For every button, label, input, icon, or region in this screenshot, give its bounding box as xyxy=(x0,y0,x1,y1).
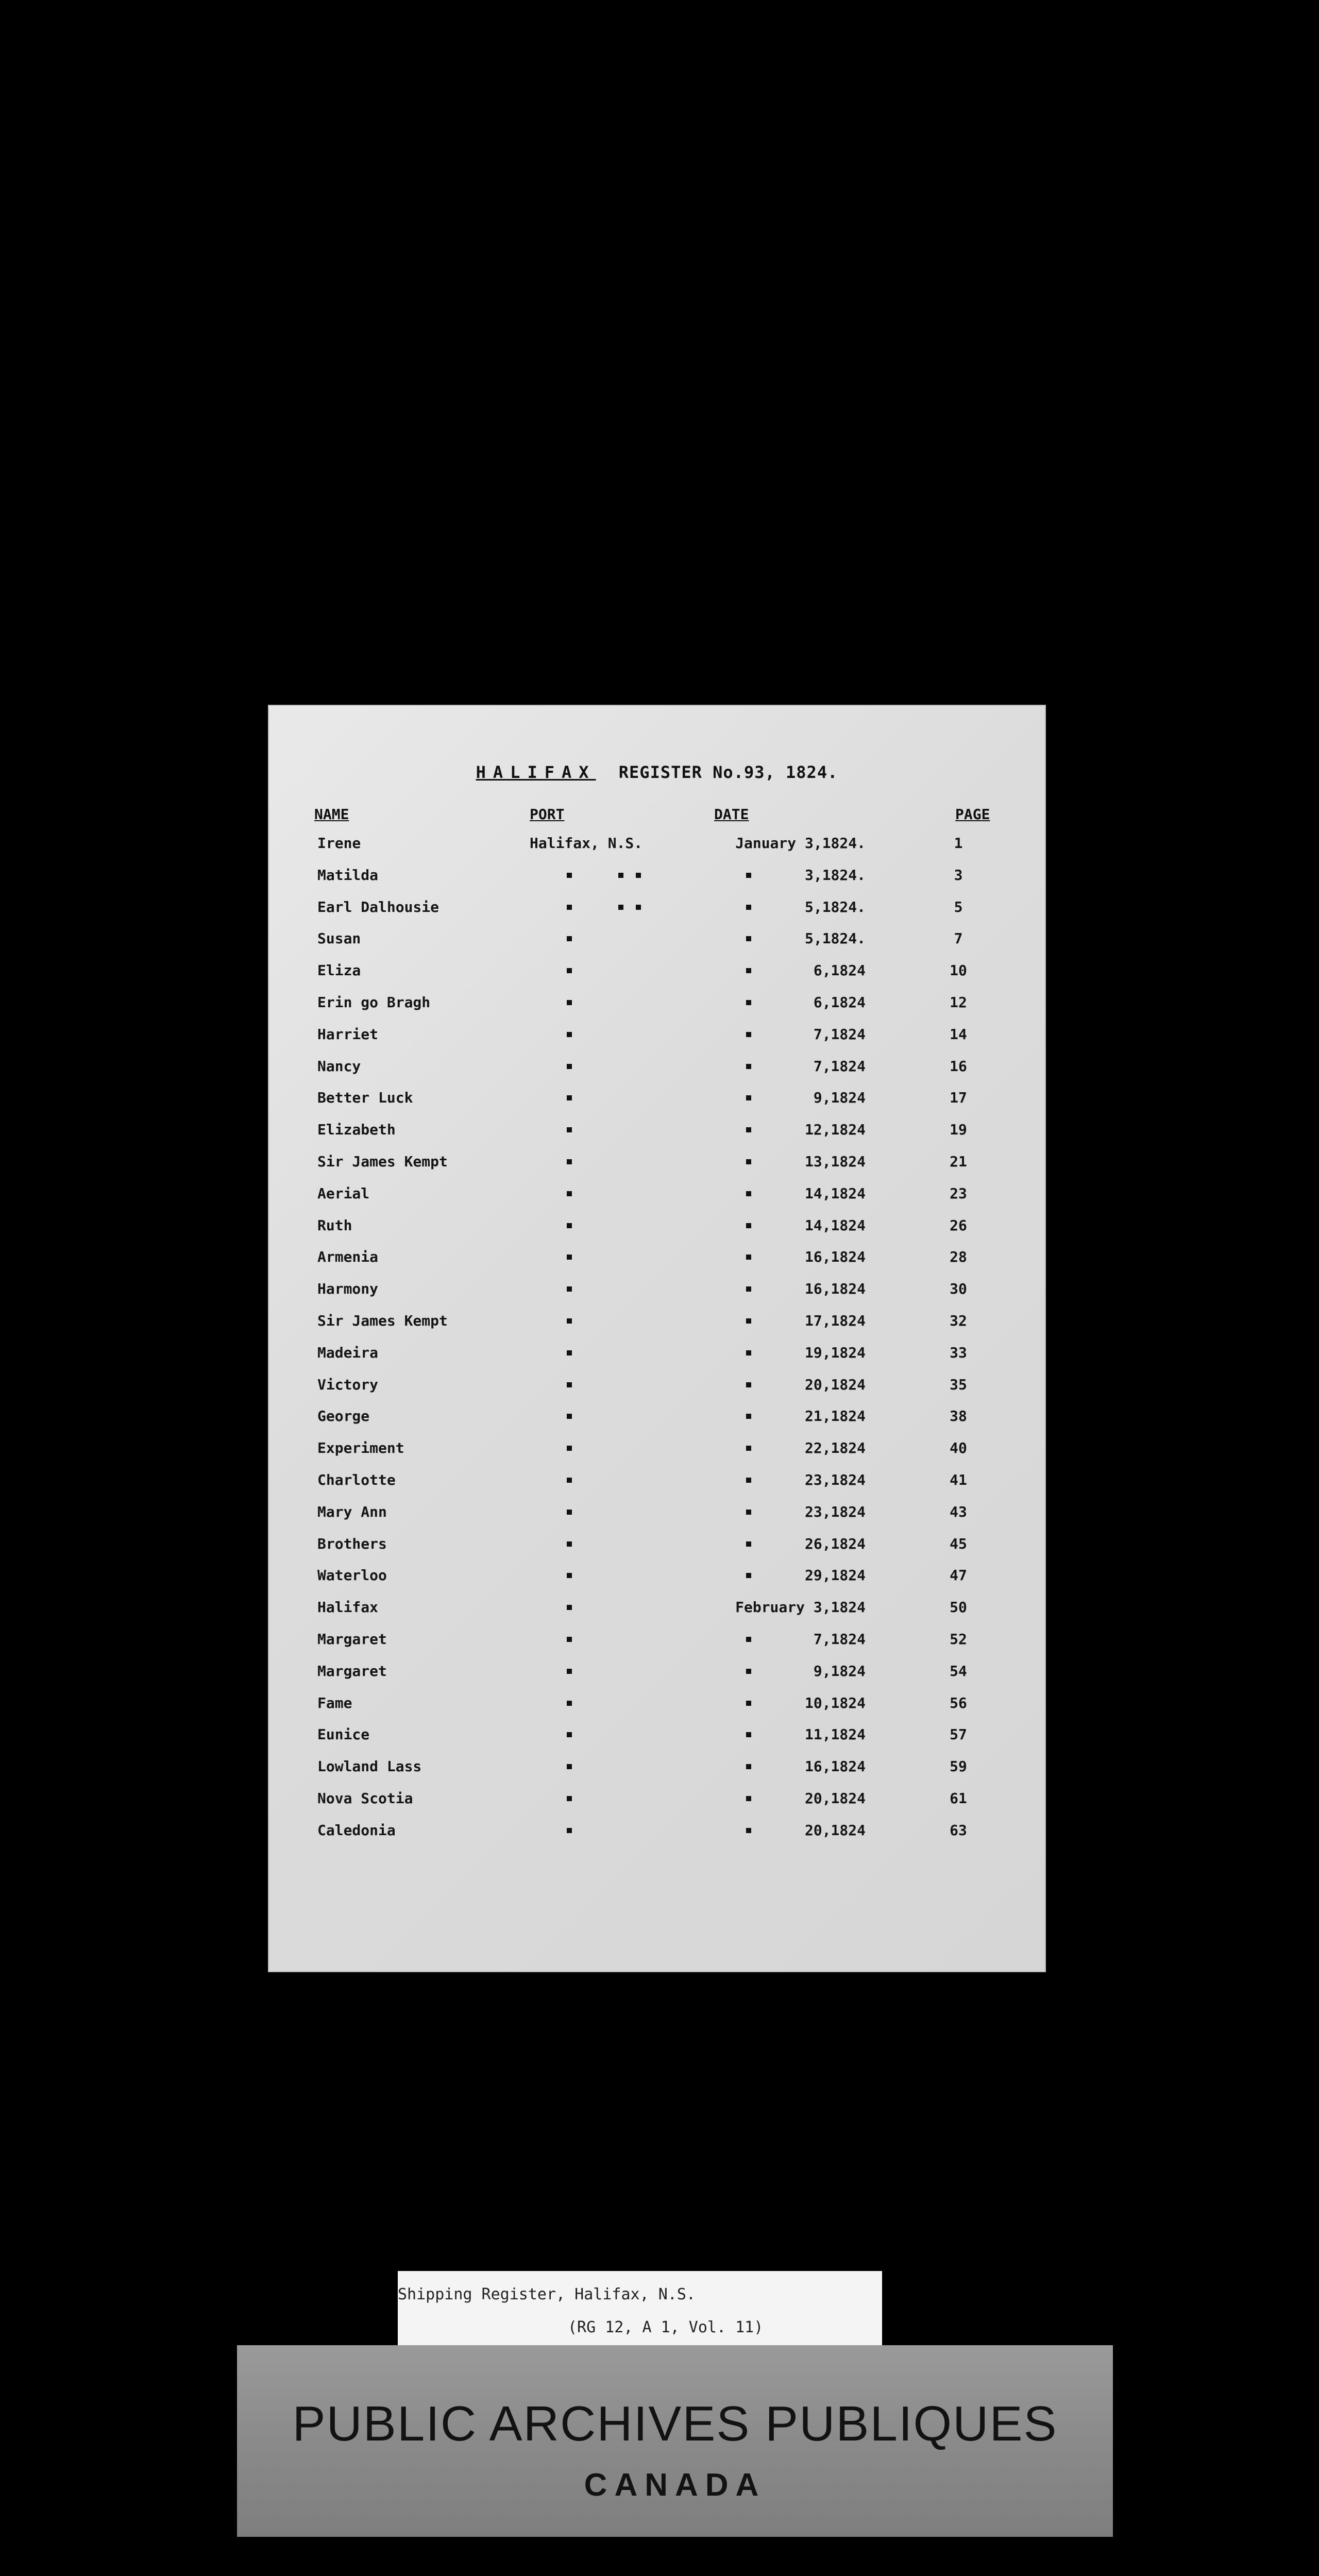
page-number: 14 xyxy=(950,1025,967,1043)
register-row xyxy=(268,835,1046,867)
register-row xyxy=(268,1631,1046,1663)
ditto-mark xyxy=(618,873,623,878)
page-number: 30 xyxy=(950,1280,967,1298)
register-row xyxy=(268,962,1046,994)
ditto-mark xyxy=(567,1573,572,1578)
ditto-mark xyxy=(567,1732,572,1737)
registration-date: 10,1824 xyxy=(804,1694,866,1711)
ditto-mark xyxy=(567,1510,572,1515)
registration-date: 14,1824 xyxy=(804,1184,866,1202)
register-row xyxy=(268,930,1046,962)
page-number: 21 xyxy=(950,1153,967,1170)
ship-name: Sir James Kempt xyxy=(317,1153,448,1170)
page-number: 5 xyxy=(954,898,963,916)
ship-name: Irene xyxy=(317,835,361,852)
ditto-mark xyxy=(567,1127,572,1132)
ditto-mark xyxy=(567,1032,572,1037)
registration-date: 23,1824 xyxy=(804,1471,866,1488)
ship-name: Margaret xyxy=(317,1662,387,1680)
register-row xyxy=(268,1058,1046,1090)
register-row xyxy=(268,1408,1046,1439)
registration-date: 7,1824 xyxy=(813,1025,866,1043)
archive-plaque-title: PUBLIC ARCHIVES PUBLIQUES xyxy=(292,2396,1058,2451)
catalog-label-title: Shipping Register, Halifax, N.S. xyxy=(398,2285,696,2303)
ship-name: Eunice xyxy=(317,1726,370,1743)
register-row xyxy=(268,1694,1046,1726)
registration-date: 26,1824 xyxy=(804,1535,866,1552)
registration-date: 20,1824 xyxy=(804,1789,866,1807)
page-number: 1 xyxy=(954,835,963,852)
ditto-mark xyxy=(636,873,641,878)
page-number: 47 xyxy=(950,1567,967,1584)
register-row xyxy=(268,1663,1046,1694)
column-header-name: NAME xyxy=(314,806,349,823)
ship-name: Elizabeth xyxy=(317,1121,396,1139)
ditto-mark xyxy=(618,905,623,910)
ditto-mark xyxy=(636,905,641,910)
ditto-mark xyxy=(567,1701,572,1706)
ditto-marks xyxy=(618,899,701,912)
ship-name: Lowland Lass xyxy=(317,1758,422,1775)
registration-date: 7,1824 xyxy=(813,1057,866,1075)
ditto-mark xyxy=(567,968,572,973)
register-entries xyxy=(268,835,1046,1854)
register-row xyxy=(268,1567,1046,1599)
register-row xyxy=(268,1312,1046,1344)
registration-date: 5,1824. xyxy=(804,898,866,916)
ditto-mark xyxy=(567,1541,572,1547)
registration-date: 3,1824. xyxy=(804,866,866,884)
ditto-mark xyxy=(567,1828,572,1833)
ship-name: Charlotte xyxy=(317,1471,396,1488)
ditto-mark xyxy=(567,873,572,878)
ship-name: Nova Scotia xyxy=(317,1789,413,1807)
ditto-mark xyxy=(567,1095,572,1100)
ship-name: Eliza xyxy=(317,962,361,979)
ditto-mark xyxy=(567,1637,572,1642)
ditto-mark xyxy=(567,1318,572,1324)
ship-name: Nancy xyxy=(317,1057,361,1075)
register-row xyxy=(268,867,1046,899)
register-title-city: HALIFAX xyxy=(476,762,596,782)
register-row xyxy=(268,1471,1046,1503)
registration-date: 16,1824 xyxy=(804,1280,866,1298)
page-number: 28 xyxy=(950,1248,967,1266)
ship-name: Waterloo xyxy=(317,1567,387,1584)
ship-name: Armenia xyxy=(317,1248,379,1266)
ditto-mark xyxy=(567,1669,572,1674)
ditto-mark xyxy=(567,1382,572,1387)
page-number: 12 xyxy=(950,993,967,1011)
register-row xyxy=(268,1153,1046,1185)
page-number: 43 xyxy=(950,1503,967,1520)
page-number: 54 xyxy=(950,1662,967,1680)
ship-name: Fame xyxy=(317,1694,352,1711)
page-number: 56 xyxy=(950,1694,967,1711)
column-header-date: DATE xyxy=(714,806,749,823)
registration-date: 5,1824. xyxy=(804,930,866,947)
register-row xyxy=(268,1790,1046,1822)
registration-date: February 3,1824 xyxy=(735,1599,866,1616)
page-number: 35 xyxy=(950,1376,967,1393)
ditto-mark xyxy=(567,1478,572,1483)
registration-date: 19,1824 xyxy=(804,1344,866,1361)
registration-date: 17,1824 xyxy=(804,1312,866,1329)
registration-date: 7,1824 xyxy=(813,1630,866,1648)
registration-date: 6,1824 xyxy=(813,993,866,1011)
ditto-mark xyxy=(567,1350,572,1355)
page-number: 57 xyxy=(950,1726,967,1743)
page-number: 38 xyxy=(950,1408,967,1425)
registration-date: 29,1824 xyxy=(804,1567,866,1584)
page-number: 26 xyxy=(950,1216,967,1234)
registration-date: 11,1824 xyxy=(804,1726,866,1743)
register-row xyxy=(268,1026,1046,1058)
registration-date: 9,1824 xyxy=(813,1089,866,1107)
register-row xyxy=(268,1439,1046,1471)
registration-date: 20,1824 xyxy=(804,1376,866,1393)
ship-name: Brothers xyxy=(317,1535,387,1552)
ship-name: Madeira xyxy=(317,1344,379,1361)
register-row xyxy=(268,1535,1046,1567)
ditto-mark xyxy=(567,1000,572,1005)
ditto-mark xyxy=(567,1764,572,1769)
registration-date: 13,1824 xyxy=(804,1153,866,1170)
registration-date: 6,1824 xyxy=(813,962,866,979)
page-number: 40 xyxy=(950,1439,967,1457)
ship-name: Erin go Bragh xyxy=(317,993,431,1011)
page-number: 52 xyxy=(950,1630,967,1648)
ditto-marks xyxy=(618,867,701,880)
ditto-mark xyxy=(567,1605,572,1610)
ditto-mark xyxy=(567,1255,572,1260)
ditto-mark xyxy=(567,1286,572,1292)
page-number: 61 xyxy=(950,1789,967,1807)
catalog-label-reference: (RG 12, A 1, Vol. 11) xyxy=(568,2318,764,2336)
ship-name: Harriet xyxy=(317,1025,379,1043)
page-number: 32 xyxy=(950,1312,967,1329)
register-row xyxy=(268,1280,1046,1312)
ship-name: Matilda xyxy=(317,866,379,884)
register-row xyxy=(268,1822,1046,1854)
page-number: 41 xyxy=(950,1471,967,1488)
ship-name: George xyxy=(317,1408,370,1425)
page-number: 16 xyxy=(950,1057,967,1075)
ditto-mark xyxy=(567,936,572,941)
ditto-mark xyxy=(567,1796,572,1801)
registration-date: 14,1824 xyxy=(804,1216,866,1234)
page-number: 33 xyxy=(950,1344,967,1361)
catalog-label xyxy=(398,2271,882,2348)
register-row xyxy=(268,899,1046,930)
register-row xyxy=(268,1121,1046,1153)
registration-date: 9,1824 xyxy=(813,1662,866,1680)
ship-name: Sir James Kempt xyxy=(317,1312,448,1329)
register-row xyxy=(268,1376,1046,1408)
register-row xyxy=(268,1758,1046,1790)
register-title xyxy=(268,762,1046,782)
ship-name: Experiment xyxy=(317,1439,404,1457)
register-row xyxy=(268,1503,1046,1535)
register-title-text: REGISTER No.93, 1824. xyxy=(618,762,838,782)
page-number: 59 xyxy=(950,1758,967,1775)
register-row xyxy=(268,1248,1046,1280)
page-number: 3 xyxy=(954,866,963,884)
register-row xyxy=(268,1726,1046,1758)
register-row xyxy=(268,1599,1046,1631)
ship-name: Halifax xyxy=(317,1599,379,1616)
column-headers xyxy=(268,806,1046,826)
page-number: 63 xyxy=(950,1821,967,1839)
ditto-mark xyxy=(567,905,572,910)
ditto-mark xyxy=(567,1159,572,1164)
ship-name: Aerial xyxy=(317,1184,370,1202)
archive-plaque xyxy=(237,2345,1113,2537)
registration-date: 16,1824 xyxy=(804,1758,866,1775)
registration-date: 16,1824 xyxy=(804,1248,866,1266)
registration-date: January 3,1824. xyxy=(735,835,866,852)
ship-name: Susan xyxy=(317,930,361,947)
ship-name: Margaret xyxy=(317,1630,387,1648)
register-sheet xyxy=(268,705,1046,1972)
page-number: 7 xyxy=(954,930,963,947)
ditto-mark xyxy=(567,1064,572,1069)
registration-date: 20,1824 xyxy=(804,1821,866,1839)
registration-date: 23,1824 xyxy=(804,1503,866,1520)
page-number: 19 xyxy=(950,1121,967,1139)
register-row xyxy=(268,994,1046,1026)
ship-name: Harmony xyxy=(317,1280,379,1298)
register-row xyxy=(268,1089,1046,1121)
registration-date: 12,1824 xyxy=(804,1121,866,1139)
ship-name: Better Luck xyxy=(317,1089,413,1107)
register-row xyxy=(268,1185,1046,1217)
page-number: 10 xyxy=(950,962,967,979)
register-row xyxy=(268,1217,1046,1249)
ship-name: Ruth xyxy=(317,1216,352,1234)
archive-plaque-country: CANADA xyxy=(584,2467,766,2503)
ditto-mark xyxy=(567,1414,572,1419)
column-header-port: PORT xyxy=(530,806,565,823)
ditto-mark xyxy=(567,1191,572,1196)
ditto-mark xyxy=(567,1223,572,1228)
registration-date: 21,1824 xyxy=(804,1408,866,1425)
ship-name: Earl Dalhousie xyxy=(317,898,439,916)
ship-name: Victory xyxy=(317,1376,379,1393)
page-number: 23 xyxy=(950,1184,967,1202)
page-number: 50 xyxy=(950,1599,967,1616)
ship-name: Mary Ann xyxy=(317,1503,387,1520)
page-number: 45 xyxy=(950,1535,967,1552)
registration-date: 22,1824 xyxy=(804,1439,866,1457)
ditto-mark xyxy=(567,1446,572,1451)
ship-name: Caledonia xyxy=(317,1821,396,1839)
page-number: 17 xyxy=(950,1089,967,1107)
port: Halifax, N.S. xyxy=(530,835,643,852)
register-row xyxy=(268,1344,1046,1376)
column-header-page: PAGE xyxy=(955,806,990,823)
